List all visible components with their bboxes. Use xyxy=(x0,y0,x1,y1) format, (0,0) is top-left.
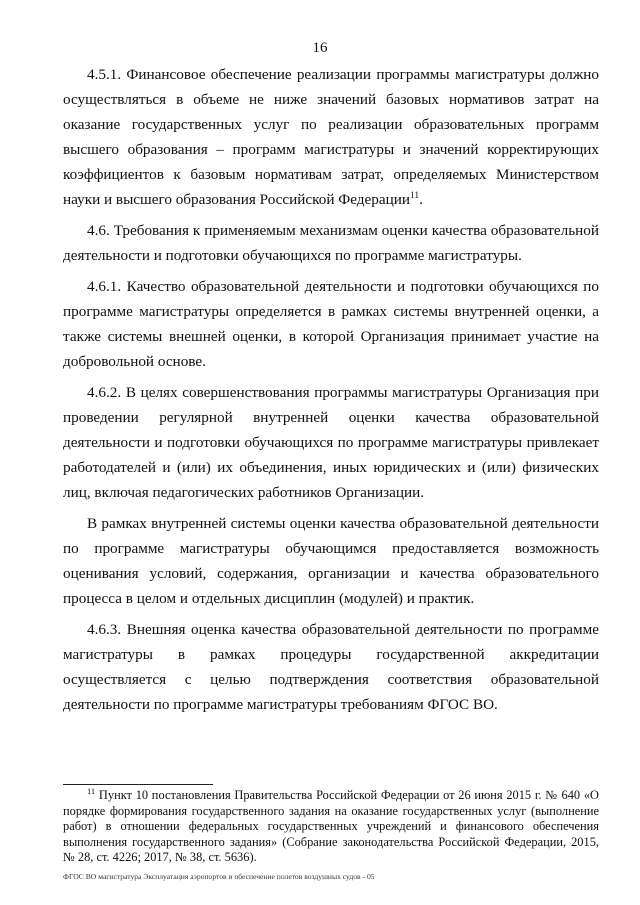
paragraph-4-6-2: 4.6.2. В целях совершенствования программы магистратуры Организация при проведении регулярной внутренней оценки качества образовательной деятельности и подготовки обучающихся по программе магистратуры привлекает работодателей и (или) их объединения, иных юридических и (или) физических лиц, включая педагогических работников Организации. xyxy=(63,384,599,501)
main-text xyxy=(63,62,599,723)
paragraph-4-6-3: 4.6.3. Внешняя оценка качества образовательной деятельности по программе магистратуры в рамках процедуры государственной аккредитации осуществляется с целью подтверждения соответствия образовательной деятельности по программе магистратуры требованиям ФГОС ВО. xyxy=(63,621,599,713)
paragraph-4-5-1 xyxy=(63,62,599,212)
paragraph-internal-assessment: В рамках внутренней системы оценки качества образовательной деятельности по программе магистратуры обучающимся предоставляется возможность оценивания условий, содержания, организации и качества образовательного процесса в целом и отдельных дисциплин (модулей) и практик. xyxy=(63,515,599,607)
paragraph-4-6: 4.6. Требования к применяемым механизмам оценки качества образовательной деятельности и подготовки обучающихся по программе магистратуры. xyxy=(63,222,599,264)
page-footer: ФГОС ВО магистратура Эксплуатация аэропортов и обеспечение полетов воздушных судов - 05 xyxy=(63,872,375,881)
footnote-text: Пункт 10 постановления Правительства Российской Федерации от 26 июня 2015 г. № 640 «О порядке формирования государственного задания на оказание государственных услуг (выполнение работ) в отношении федеральных государственных учреждений и финансового обеспечения выполнения государственного задания» (Собрание законодательства Российской Федерации, 2015, № 28, ст. 4226; 2017, № 38, ст. 5636). xyxy=(63,788,599,864)
footnote-reference[interactable]: 11 xyxy=(410,190,420,201)
footnote xyxy=(63,785,599,866)
footnote-mark: 11 xyxy=(87,785,96,796)
paragraph-4-5-1-end: . xyxy=(419,191,423,208)
paragraph-4-6-1: 4.6.1. Качество образовательной деятельности и подготовки обучающихся по программе магистратуры определяется в рамках системы внутренней оценки, а также системы внешней оценки, в которой Организация принимает участие на добровольной основе. xyxy=(63,278,599,370)
paragraph-4-5-1-text: 4.5.1. Финансовое обеспечение реализации программы магистратуры должно осуществляться в объеме не ниже значений базовых нормативов затрат на оказание государственных услуг по реализации образовательных программ высшего образования – программ магистратуры и значений корректирующих коэффициентов к базовым нормативам затрат, определяемых Министерством науки и высшего образования Российской Федерации xyxy=(63,66,599,208)
page-number: 16 xyxy=(312,40,328,56)
footnote-divider xyxy=(63,784,213,785)
